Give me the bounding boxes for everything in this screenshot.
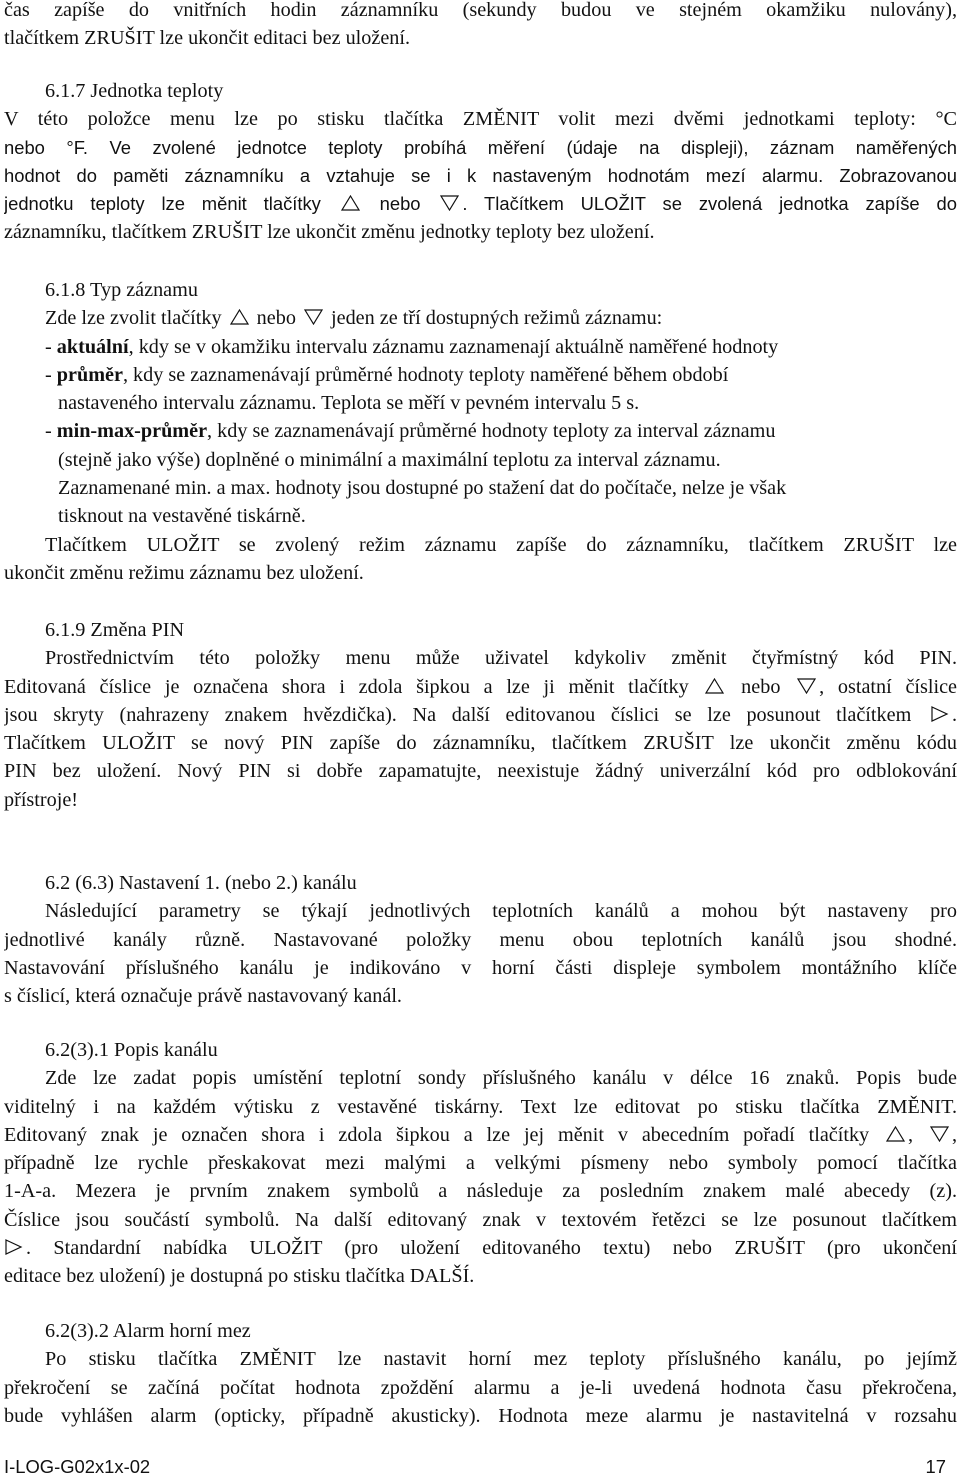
section-heading: 6.1.9 Změna PIN <box>45 619 185 641</box>
paragraph-line <box>4 701 957 729</box>
paragraph-line: záznamníku, tlačítkem ZRUŠIT lze ukončit změnu jednotky teploty bez uložení. <box>4 221 655 244</box>
list-term: průměr <box>56 363 123 386</box>
bullet-dash: - <box>45 420 57 443</box>
section-heading: 6.2(3).1 Popis kanálu <box>45 1039 218 1061</box>
paragraph-line: Tlačítkem ULOŽIT se nový PIN zapíše do záznamníku, tlačítkem ZRUŠIT lze ukončit změnu kódu <box>4 732 957 755</box>
triangle-down-icon <box>797 678 816 694</box>
footer-page-number: 17 <box>925 1456 946 1477</box>
text-run: , <box>951 1123 957 1146</box>
text-run: , kdy se zaznamenávají průměrné hodnoty teploty za interval záznamu <box>207 420 776 443</box>
triangle-down-icon <box>304 309 323 325</box>
paragraph-line: Po stisku tlačítka ZMĚNIT lze nastavit horní mez teploty příslušného kanálu, po jejímž <box>45 1348 957 1371</box>
paragraph-line: přístroje! <box>4 788 78 811</box>
text-run: Editovaný znak je označen shora i zdola šipkou a lze jej měnit v abecedním pořadí tlačítky <box>4 1123 870 1146</box>
text-run: nebo <box>379 193 421 215</box>
text-run: . Tlačítkem ULOŽIT se zvolená jednotka zapíše do <box>462 193 957 215</box>
text-run: , <box>908 1123 914 1146</box>
text-run: , kdy se zaznamenávají průměrné hodnoty teploty naměřené během období <box>122 363 729 386</box>
section-heading: 6.2(3).2 Alarm horní mez <box>45 1320 251 1342</box>
paragraph-line: viditelný i na každém výtisku z vestavěné tiskárny. Text lze editovat po stisku tlačítka ZMĚNIT. <box>4 1095 957 1118</box>
section-6-2-3-2 <box>4 1317 957 1430</box>
text-run: . Standardní nabídka ULOŽIT (pro uložení editovaného textu) nebo ZRUŠIT (pro ukončení <box>26 1237 957 1260</box>
text-run: jednotku teploty lze měnit tlačítky <box>4 193 321 215</box>
section-6-1-9 <box>4 616 957 814</box>
triangle-down-icon <box>930 1126 949 1142</box>
triangle-right-icon <box>930 706 949 722</box>
paragraph-line <box>4 190 957 218</box>
paragraph-line: ukončit změnu režimu záznamu bez uložení. <box>4 561 364 584</box>
paragraph-line: nebo °F. Ve zvolené jednotce teploty probíhá měření (údaje na displeji), záznam naměřených <box>4 136 957 158</box>
list-term: aktuální <box>56 335 129 358</box>
triangle-down-icon <box>440 195 459 211</box>
footer-doc-code: I-LOG-G02x1x-02 <box>4 1456 151 1477</box>
paragraph-line: Zde lze zadat popis umístění teplotní sondy příslušného kanálu v délce 16 znaků. Popis bude <box>45 1067 957 1090</box>
text-run: . <box>951 703 957 726</box>
bullet-dash: - <box>45 335 57 358</box>
paragraph-line: případně lze rychle přeskakovat mezi malými a velkými písmeny nebo symboly pomocí tlačítka <box>4 1152 957 1175</box>
section-6-1-7 <box>4 77 957 247</box>
paragraph-line: Prostřednictvím této položky menu může uživatel kdykoliv změnit čtyřmístný kód PIN. <box>45 647 957 670</box>
text-run: , kdy se v okamžiku intervalu záznamu zaznamenají aktuálně naměřené hodnoty <box>128 335 779 358</box>
list-item <box>4 333 957 361</box>
paragraph-line: Číslice jsou součástí symbolů. Na další editovaný znak v textovém řetězci se lze posunout tlačítkem <box>4 1208 957 1231</box>
triangle-up-icon <box>341 195 360 211</box>
intro-line-1: čas zapíše do vnitřních hodin záznamníku (sekundy budou ve stejném okamžiku nulovány), <box>4 0 957 21</box>
paragraph-line: 1-A-a. Mezera je prvním znakem symbolů a následuje za posledním znakem malé abecedy (z). <box>4 1180 957 1203</box>
paragraph-line: Následující parametry se týkají jednotlivých teplotních kanálů a mohou být nastaveny pro <box>45 900 957 923</box>
text-run: , ostatní číslice <box>819 675 957 698</box>
list-item-continuation: (stejně jako výše) doplněné o minimální a maximální teplotu za interval záznamu. <box>58 448 721 471</box>
paragraph-line: Nastavování příslušného kanálu je indikováno v horní části displeje symbolem montážního klíče <box>4 956 957 979</box>
paragraph-line: PIN bez uložení. Nový PIN si dobře zapamatujte, neexistuje žádný univerzální kód pro odblokování <box>4 760 957 783</box>
list-item-continuation: nastaveného intervalu záznamu. Teplota se měří v pevném intervalu 5 s. <box>58 392 640 415</box>
list-item-continuation: tisknout na vestavěné tiskárně. <box>58 505 306 528</box>
paragraph-line <box>4 1121 957 1149</box>
paragraph-line <box>4 304 957 332</box>
paragraph-line: bude vyhlášen alarm (opticky, případně akusticky). Hodnota meze alarmu je nastavitelná v rozsahu <box>4 1404 957 1427</box>
paragraph-line: V této položce menu lze po stisku tlačítka ZMĚNIT volit mezi dvěmi jednotkami teploty: °C <box>4 108 957 131</box>
paragraph-line: hodnot do paměti záznamníku a vztahuje se i k nastaveným hodnotám mezí alarmu. Zobrazovanou <box>4 164 957 186</box>
paragraph-line: překročení se začíná počítat hodnota zpoždění alarmu a je-li uvedená hodnota času překročena, <box>4 1376 957 1399</box>
text-run: nebo <box>256 307 296 330</box>
list-item <box>4 417 957 445</box>
paragraph-line: Tlačítkem ULOŽIT se zvolený režim záznamu zapíše do záznamníku, tlačítkem ZRUŠIT lze <box>45 533 957 556</box>
list-item <box>4 361 957 389</box>
text-run: Zde lze zvolit tlačítky <box>45 307 222 330</box>
text-run: jsou skryty (nahrazeny znakem hvězdička). Na další editovanou číslici se lze posunout tlačítkem <box>4 703 912 726</box>
triangle-up-icon <box>230 309 249 325</box>
text-run: Editovaná číslice je označena shora i zdola šipkou a lze ji měnit tlačítky <box>4 675 689 698</box>
paragraph-line <box>4 673 957 701</box>
section-6-2 <box>4 869 957 1010</box>
bullet-dash: - <box>45 363 57 386</box>
paragraph-line <box>4 1234 957 1262</box>
section-heading: 6.1.7 Jednotka teploty <box>45 80 224 102</box>
triangle-right-icon <box>4 1239 23 1255</box>
paragraph-line: editace bez uložení) je dostupná po stisku tlačítka DALŠÍ. <box>4 1265 475 1288</box>
list-term: min-max-průměr <box>56 420 208 443</box>
text-run: nebo <box>741 675 781 698</box>
section-heading: 6.2 (6.3) Nastavení 1. (nebo 2.) kanálu <box>45 872 357 894</box>
section-heading: 6.1.8 Typ záznamu <box>45 279 198 301</box>
intro-paragraph <box>4 0 957 53</box>
list-item-continuation: Zaznamenané min. a max. hodnoty jsou dostupné po stažení dat do počítače, nelze je však <box>58 477 787 500</box>
triangle-up-icon <box>886 1126 905 1142</box>
intro-line-2: tlačítkem ZRUŠIT lze ukončit editaci bez uložení. <box>4 27 411 50</box>
paragraph-line: s číslicí, která označuje právě nastavovaný kanál. <box>4 985 402 1008</box>
paragraph-line: jednotlivé kanály různě. Nastavované položky menu obou teplotních kanálů jsou shodné. <box>4 928 957 951</box>
section-6-2-3-1 <box>4 1036 957 1291</box>
triangle-up-icon <box>705 678 724 694</box>
text-run: jeden ze tří dostupných režimů záznamu: <box>331 307 663 330</box>
section-6-1-8 <box>4 276 957 587</box>
